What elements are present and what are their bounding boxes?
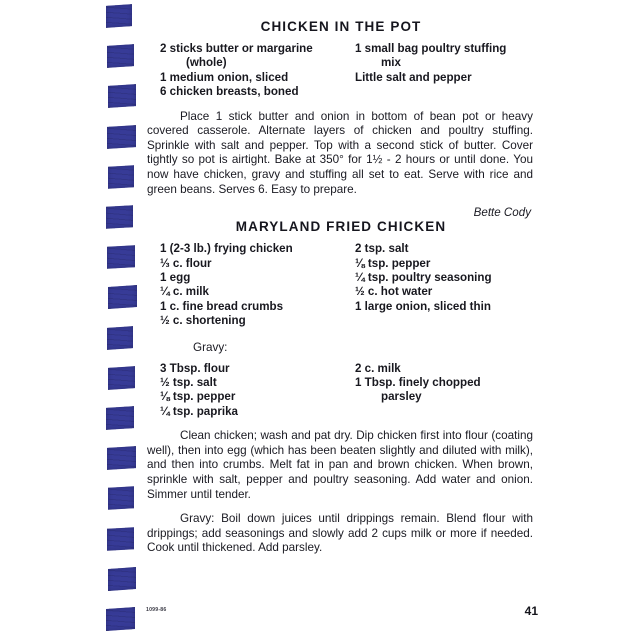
binding-mark (108, 567, 136, 591)
gravy-ingredient-list-right (355, 362, 535, 405)
ingredient-item: 1 (2-3 lb.) frying chicken (160, 242, 293, 256)
ingredient-item: ½ c. hot water (355, 285, 433, 299)
ingredients-table-chicken-in-the-pot (147, 42, 535, 100)
ingredient-list-right (355, 42, 535, 85)
ingredient-item: ¼ tsp. paprika (160, 404, 238, 418)
ingredient-list-left (160, 242, 341, 328)
ingredient-item: mix (381, 56, 401, 70)
ingredient-item: ¼ c. milk (160, 285, 209, 299)
ingredient-item: 6 chicken breasts, boned (160, 85, 299, 99)
ingredient-item: 1 small bag poultry stuffing (355, 42, 507, 55)
recipe-title-maryland-fried-chicken: MARYLAND FRIED CHICKEN (235, 219, 447, 235)
ingredient-item: ¼ tsp. poultry seasoning (355, 271, 492, 284)
ingredients-table-gravy (147, 362, 535, 420)
binding-mark (107, 125, 136, 149)
recipe-title-chicken-in-the-pot: CHICKEN IN THE POT (260, 19, 422, 34)
binding-mark (108, 487, 134, 510)
binding-mark (107, 245, 135, 269)
page-footer (0, 600, 640, 640)
ingredient-item: ½ tsp. salt (160, 376, 217, 390)
binding-mark (106, 4, 132, 28)
ingredient-item: 1 large onion, sliced thin (355, 299, 491, 313)
ingredient-item: ⅛ tsp. pepper (160, 390, 236, 404)
ingredient-item: 2 tsp. salt (355, 242, 409, 256)
binding-mark (108, 285, 137, 309)
ingredient-item: 1 egg (160, 271, 191, 284)
ingredient-item: (whole) (186, 56, 227, 70)
page-content (147, 0, 535, 640)
ingredient-item: ⅛ tsp. pepper (355, 256, 431, 270)
ingredients-column-left (147, 242, 341, 328)
gravy-column-left (147, 362, 341, 420)
ingredient-item: 1 c. fine bread crumbs (160, 299, 284, 313)
ingredients-column-right (341, 242, 535, 328)
ingredient-item: parsley (381, 390, 422, 404)
binding-mark (108, 165, 134, 189)
ingredients-table-maryland-fried-chicken (147, 242, 535, 328)
binding-mark (107, 44, 134, 68)
gravy-column-right (341, 362, 535, 420)
page-number: 41 (524, 604, 538, 618)
binding-mark (108, 366, 135, 390)
binding-mark (106, 406, 134, 430)
ingredient-item: ⅓ c. flour (160, 256, 212, 270)
ingredient-item: 3 Tbsp. flour (160, 361, 230, 375)
binding-mark (106, 205, 133, 229)
ingredients-column-left (147, 42, 341, 100)
binding-mark (108, 85, 136, 109)
recipe-attribution: Bette Cody (473, 206, 531, 220)
binding-mark (107, 446, 136, 470)
binding-mark (107, 326, 133, 350)
ingredient-item: 2 sticks butter or margarine (160, 42, 313, 55)
recipe-instructions-paragraph: Place 1 stick butter and onion in bottom of bean pot or heavy covered casserole. Alternate layers of chicken and poultry stuffing. Sprinkle with salt and pepper. Top with a second stick of butter. Cover tightly so pot is airtight. Bake at 350° for 1½ - 2 hours or until done. You now have chicken, gravy and stuffing all set to eat. Serve with rice and green beans. Serves 6. Easy to prepare. (147, 109, 533, 196)
recipe-instructions-paragraph: Clean chicken; wash and pat dry. Dip chicken first into flour (coating well), then into egg (which has been beaten slightly and diluted with milk), and then into crumbs. Melt fat in pan and brown chicken. When brown, sprinkle with salt, pepper and poultry seasoning. Add water and onion. Simmer until tender. (147, 429, 533, 501)
ingredient-list-right (355, 242, 535, 314)
ingredient-item: 1 medium onion, sliced (160, 70, 289, 84)
ingredient-item: Little salt and pepper (355, 70, 472, 84)
spiral-binding-marks (0, 0, 145, 640)
ingredient-item: 1 Tbsp. finely chopped (355, 376, 481, 390)
document-code: 1099-86 (146, 607, 167, 613)
ingredients-column-right (341, 42, 535, 100)
gravy-ingredient-list-left (160, 362, 341, 420)
recipe-gravy-instructions-paragraph: Gravy: Boil down juices until drippings remain. Blend flour with drippings; add seasonings and slowly add 2 cups milk or more if needed. Cook until thickened. Add parsley. (147, 512, 533, 555)
ingredient-item: ½ c. shortening (160, 314, 246, 328)
subsection-label-gravy: Gravy: (193, 340, 228, 354)
binding-mark (107, 527, 134, 550)
ingredient-item: 2 c. milk (355, 361, 401, 375)
ingredient-list-left (160, 42, 341, 100)
